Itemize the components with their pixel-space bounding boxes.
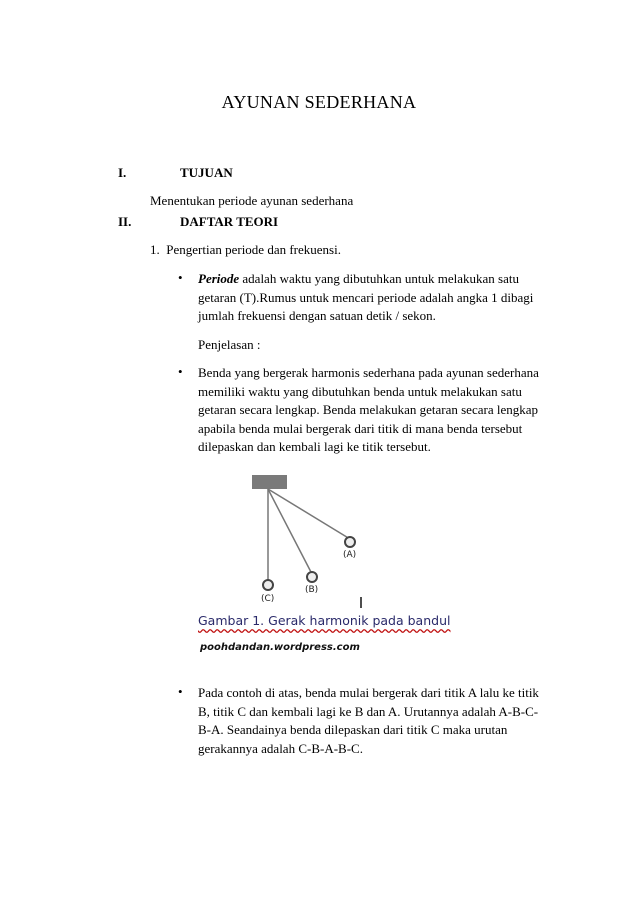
section-1-heading: TUJUAN [180, 165, 233, 180]
bullet-marker: • [178, 270, 183, 285]
bullet-3-line: gerakannya adalah C-B-A-B-C. [198, 740, 363, 756]
bullet-marker: • [178, 684, 183, 699]
figure-source: poohdandan.wordpress.com [200, 642, 360, 653]
bullet-1-paragraph [198, 270, 568, 326]
bullet-1-line-3: jumlah frekuensi dengan satuan detik / sekon. [198, 308, 436, 323]
bullet-3-line: Pada contoh di atas, benda mulai bergerak dari titik A lalu ke titik [198, 685, 539, 700]
section-2-heading: DAFTAR TEORI [180, 214, 279, 229]
section-1-number: I. [118, 165, 127, 180]
bullet-1-line-2: getaran (T).Rumus untuk mencari periode adalah angka 1 dibagi [198, 289, 534, 305]
bullet-2-line: dilepaskan dan kembali lagi ke titik tersebut. [198, 439, 431, 454]
bullet-2-line: apabila benda mulai bergerak dari titik di mana benda tersebut [198, 420, 523, 436]
section-2-number: II. [118, 214, 132, 229]
section-1-text: Menentukan periode ayunan sederhana [150, 193, 354, 208]
bob-c [263, 580, 273, 590]
penjelasan-label: Penjelasan : [198, 337, 261, 352]
periode-term: Periode [198, 271, 240, 286]
bullet-2-paragraph [198, 364, 573, 457]
pendulum-figure [190, 470, 430, 660]
bob-a [345, 537, 355, 547]
figure-caption: Gambar 1. Gerak harmonik pada bandul [198, 613, 451, 628]
bullet-marker: • [178, 364, 183, 379]
label-b: (B) [305, 585, 319, 595]
document-title: AYUNAN SEDERHANA [221, 92, 417, 112]
label-c: (C) [261, 594, 275, 604]
pendulum-support [252, 475, 287, 489]
numbered-item-1: 1. Pengertian periode dan frekuensi. [150, 242, 341, 257]
label-a: (A) [343, 550, 357, 560]
bullet-2-line: memiliki waktu yang dibutuhkan benda untuk melakukan satu [198, 383, 522, 399]
bullet-3-paragraph [198, 684, 573, 758]
bullet-2-line: getaran secara lengkap. Benda melakukan getaran secara lengkap [198, 402, 538, 417]
bob-b [307, 572, 317, 582]
bullet-3-line: B, titik C dan kembali lagi ke B dan A. Urutannya adalah A-B-C- [198, 703, 539, 719]
bullet-3-line: B-A. Seandainya benda dilepaskan dari titik C maka urutan [198, 722, 508, 737]
bullet-1-line-1: adalah waktu yang dibutuhkan untuk melakukan satu [239, 271, 519, 286]
bullet-2-line: Benda yang bergerak harmonis sederhana pada ayunan sederhana [198, 365, 539, 380]
